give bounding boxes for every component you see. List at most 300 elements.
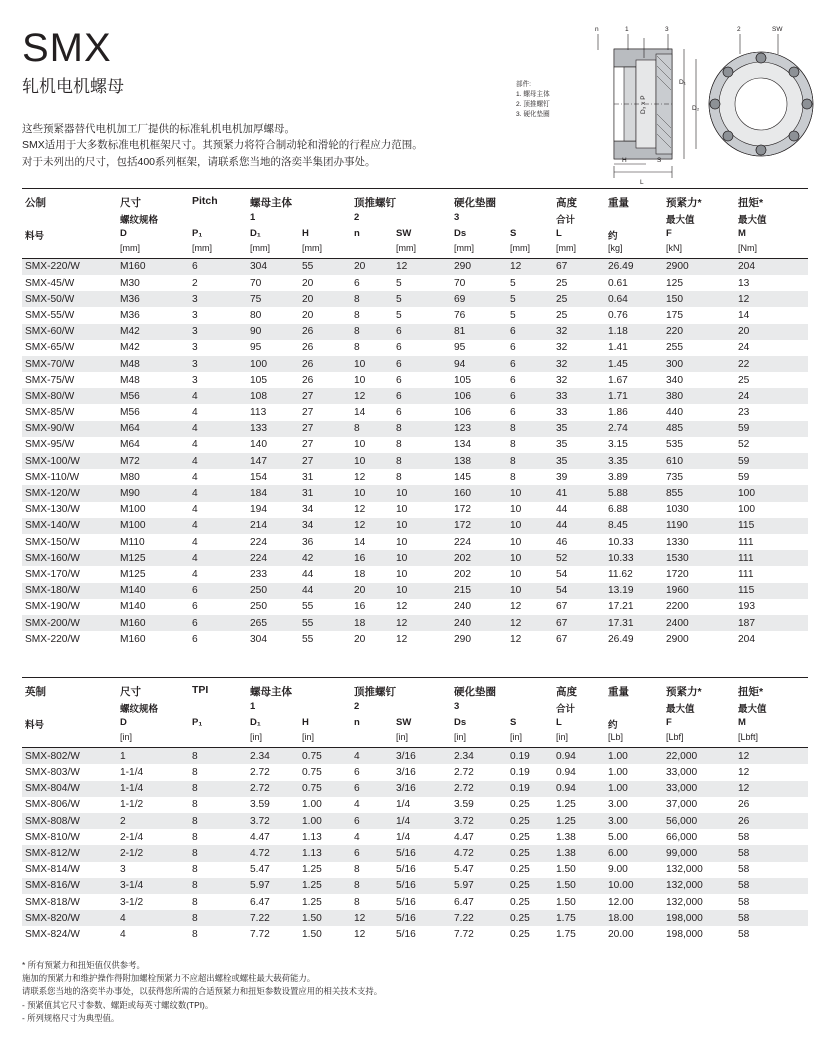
cell-value: 2200	[666, 601, 689, 613]
table-row	[22, 583, 808, 599]
cell-value: 1960	[666, 585, 689, 597]
cell-value: 58	[738, 928, 750, 940]
cell-value: 0.75	[302, 767, 322, 779]
cell-value: 13	[738, 277, 750, 289]
cell-value: 12	[396, 633, 408, 645]
cell-value: 1.50	[556, 896, 576, 908]
cell-value: 240	[454, 617, 471, 629]
cell-value: 5	[396, 293, 402, 305]
ih-max-2: 最大值	[738, 704, 767, 716]
cell-value: M48	[120, 374, 140, 386]
cell-value: M42	[120, 326, 140, 338]
cell-value: 10	[510, 536, 522, 548]
cell-value: 54	[556, 585, 568, 597]
cell-value: 3	[120, 864, 126, 876]
mh-sym-n: n	[354, 227, 360, 239]
mh-sym-SW: SW	[396, 227, 412, 239]
cell-value: 55	[302, 601, 314, 613]
cell-value: M125	[120, 568, 146, 580]
cell-value: 10.33	[608, 536, 634, 548]
cell-part-number: SMX-816/W	[25, 880, 80, 892]
cell-value: 5/16	[396, 912, 416, 924]
cell-part-number: SMX-804/W	[25, 783, 80, 795]
cell-value: 20	[354, 585, 366, 597]
cell-value: M36	[120, 293, 140, 305]
ih-unit-L: [in]	[556, 732, 569, 743]
mh-thrust-screw: 顶推螺钉	[354, 196, 396, 209]
cell-value: 12	[396, 601, 408, 613]
cell-value: 4	[192, 568, 198, 580]
cell-value: 1.45	[608, 358, 628, 370]
cell-part-number: SMX-802/W	[25, 750, 80, 762]
cell-value: 8	[192, 848, 198, 860]
cell-value: 4.47	[250, 831, 270, 843]
cell-value: 184	[250, 488, 267, 500]
cell-value: 2.72	[454, 783, 474, 795]
ih-part-code: 料号	[25, 720, 45, 732]
cell-value: M140	[120, 585, 146, 597]
cell-value: 2.34	[250, 750, 270, 762]
cell-value: 32	[556, 358, 568, 370]
cell-value: M30	[120, 277, 140, 289]
cell-value: 12	[354, 928, 366, 940]
cell-value: 172	[454, 520, 471, 532]
mh-sym-P1: P₁	[192, 227, 203, 239]
cell-value: 1.25	[302, 896, 322, 908]
cell-value: 1.13	[302, 848, 322, 860]
cell-value: 10	[396, 552, 408, 564]
callout-1: 1	[625, 26, 629, 33]
cell-value: 2-1/2	[120, 848, 144, 860]
cell-value: 1.75	[556, 912, 576, 924]
cell-value: 14	[354, 536, 366, 548]
cell-part-number: SMX-45/W	[25, 277, 75, 289]
mh-part-code: 料号	[25, 230, 45, 242]
mh-num-1: 1	[250, 211, 256, 223]
cell-value: 10	[396, 504, 408, 516]
cell-value: 8	[510, 423, 516, 435]
cell-part-number: SMX-90/W	[25, 423, 75, 435]
cell-value: 5	[396, 309, 402, 321]
cell-value: 37,000	[666, 799, 698, 811]
cell-value: 115	[738, 585, 755, 597]
cell-value: 3.59	[250, 799, 270, 811]
cell-value: 59	[738, 455, 750, 467]
cell-value: 1530	[666, 552, 689, 564]
cell-value: 160	[454, 488, 471, 500]
cell-value: 8	[510, 471, 516, 483]
cell-value: 855	[666, 488, 683, 500]
cell-value: 1-1/2	[120, 799, 144, 811]
cell-value: 3-1/4	[120, 880, 144, 892]
cell-value: M56	[120, 390, 140, 402]
cell-part-number: SMX-803/W	[25, 767, 80, 779]
cell-value: 6	[192, 633, 198, 645]
cell-value: 26.49	[608, 633, 634, 645]
cell-value: 8	[354, 896, 360, 908]
cell-value: 125	[666, 277, 683, 289]
cell-value: 8	[354, 342, 360, 354]
cell-value: 132,000	[666, 880, 703, 892]
cell-value: 0.25	[510, 864, 530, 876]
cell-part-number: SMX-220/W	[25, 261, 80, 273]
cell-value: 67	[556, 261, 568, 273]
cell-value: 10	[510, 552, 522, 564]
cell-value: 6	[396, 342, 402, 354]
cell-value: 35	[556, 455, 568, 467]
cell-value: 220	[666, 326, 683, 338]
ih-sym-S: S	[510, 717, 517, 729]
cell-value: 1.00	[608, 783, 628, 795]
cell-value: 20	[354, 261, 366, 273]
mh-sym-M: M	[738, 227, 746, 239]
ih-unit-lb: [Lb]	[608, 732, 624, 743]
cell-value: 194	[250, 504, 267, 516]
cell-value: 3	[192, 374, 198, 386]
ih-max-1: 最大值	[666, 704, 695, 716]
cell-value: 7.22	[250, 912, 270, 924]
cell-value: 3.35	[608, 455, 628, 467]
legend-item-3: 3. 硬化垫圈	[516, 110, 550, 118]
cell-value: 10	[396, 536, 408, 548]
cell-value: 52	[738, 439, 750, 451]
cell-value: 3	[192, 326, 198, 338]
ih-sym-M: M	[738, 717, 746, 729]
cell-value: 6.47	[250, 896, 270, 908]
footnote-2: 施加的预紧力和维护操作得附加螺栓预紧力不应超出螺栓或螺柱最大载荷能力。	[22, 972, 316, 983]
cell-part-number: SMX-170/W	[25, 568, 80, 580]
mh-sym-D1: D₁	[250, 227, 261, 239]
cell-value: 95	[250, 342, 262, 354]
cell-value: 2900	[666, 261, 689, 273]
page-title: SMX	[22, 26, 112, 70]
cell-value: 250	[250, 585, 267, 597]
cell-value: 6	[510, 326, 516, 338]
cell-value: 187	[738, 617, 755, 629]
cell-value: 6	[354, 848, 360, 860]
table-row	[22, 291, 808, 307]
cell-value: 6	[354, 277, 360, 289]
cell-part-number: SMX-75/W	[25, 374, 75, 386]
cell-value: 1.41	[608, 342, 628, 354]
cell-value: 16	[354, 601, 366, 613]
cell-value: 5.88	[608, 488, 628, 500]
metric-header-row-2	[22, 211, 808, 227]
cell-value: 5/16	[396, 864, 416, 876]
cell-value: 39	[556, 471, 568, 483]
cell-value: 44	[556, 504, 568, 516]
cell-value: 1.38	[556, 848, 576, 860]
metric-header-row-4	[22, 243, 808, 259]
cell-part-number: SMX-55/W	[25, 309, 75, 321]
cell-value: 4	[120, 928, 126, 940]
cell-value: 26	[302, 374, 314, 386]
cell-value: 12	[354, 504, 366, 516]
cell-value: 24	[738, 342, 750, 354]
cell-value: M64	[120, 423, 140, 435]
cell-value: 44	[302, 585, 314, 597]
cell-value: M64	[120, 439, 140, 451]
cell-value: 2	[120, 815, 126, 827]
table-row	[22, 631, 808, 647]
cell-value: 69	[454, 293, 466, 305]
cell-value: 6	[396, 407, 402, 419]
cell-part-number: SMX-200/W	[25, 617, 80, 629]
table-row	[22, 862, 808, 878]
ih-sym-approx: 约	[608, 720, 618, 732]
cell-value: 3	[192, 309, 198, 321]
ih-size: 尺寸	[120, 686, 141, 699]
cell-value: 147	[250, 455, 267, 467]
cell-value: 25	[556, 309, 568, 321]
cell-value: 8	[354, 309, 360, 321]
cell-value: 9.00	[608, 864, 628, 876]
cell-value: 58	[738, 848, 750, 860]
cell-value: 13.19	[608, 585, 634, 597]
cell-value: 1030	[666, 504, 689, 516]
ih-num-3: 3	[454, 701, 460, 713]
table-row	[22, 829, 808, 845]
table-row	[22, 356, 808, 372]
cell-value: 0.25	[510, 928, 530, 940]
cell-value: 224	[250, 552, 267, 564]
cell-value: 55	[302, 633, 314, 645]
cell-value: 175	[666, 309, 683, 321]
footnote-5: - 所列规格尺寸为典型值。	[22, 1013, 120, 1024]
cell-value: 14	[738, 309, 750, 321]
cell-value: 18	[354, 568, 366, 580]
cell-value: 2-1/4	[120, 831, 144, 843]
cell-value: 10	[354, 358, 366, 370]
table-row	[22, 550, 808, 566]
cell-part-number: SMX-80/W	[25, 390, 75, 402]
cell-value: 3.00	[608, 815, 628, 827]
cell-value: 12	[396, 617, 408, 629]
mh-sym-S: S	[510, 227, 517, 239]
cell-value: 44	[556, 520, 568, 532]
cell-value: M80	[120, 471, 140, 483]
cell-value: 10	[354, 455, 366, 467]
cell-value: 138	[454, 455, 471, 467]
cell-value: 4	[192, 504, 198, 516]
cell-value: 105	[454, 374, 471, 386]
drawing-svg	[516, 14, 816, 194]
ih-sym-H: H	[302, 717, 309, 729]
cell-value: 10	[510, 504, 522, 516]
cell-value: M42	[120, 342, 140, 354]
cell-value: 31	[302, 488, 314, 500]
table-row	[22, 372, 808, 388]
cell-value: 33,000	[666, 767, 698, 779]
cell-value: 133	[250, 423, 267, 435]
cell-value: 3	[192, 342, 198, 354]
cell-value: 5	[510, 309, 516, 321]
cell-value: 12	[354, 912, 366, 924]
legend-item-1: 1. 螺母主体	[516, 90, 550, 98]
ih-unit-D1: [in]	[250, 732, 263, 743]
cell-value: 12	[354, 390, 366, 402]
cell-value: 0.19	[510, 783, 530, 795]
cell-part-number: SMX-120/W	[25, 488, 80, 500]
cell-part-number: SMX-110/W	[25, 471, 80, 483]
mh-preload: 预紧力*	[666, 196, 702, 209]
cell-value: 1.25	[302, 880, 322, 892]
cell-value: 0.19	[510, 750, 530, 762]
ih-blank-1	[22, 700, 117, 716]
mh-thread-spec: 螺纹规格	[120, 214, 159, 226]
cell-value: 20	[738, 326, 750, 338]
cell-value: 4	[192, 455, 198, 467]
cell-value: 4	[192, 471, 198, 483]
cell-value: 3/16	[396, 783, 416, 795]
cell-value: 485	[666, 423, 683, 435]
cell-value: 8	[192, 750, 198, 762]
ih-sym-F: F	[666, 717, 672, 729]
footnote-3: 请联系您当地的洛奕半办事处，以获得您所需的合适预紧力和扭矩参数设置应用的相关技术支持。	[22, 986, 383, 997]
cell-value: 1.25	[556, 815, 576, 827]
cell-value: 4.72	[250, 848, 270, 860]
cell-value: 0.94	[556, 783, 576, 795]
cell-value: 154	[250, 471, 267, 483]
cell-part-number: SMX-814/W	[25, 864, 80, 876]
cell-value: 12	[510, 617, 522, 629]
page-subtitle: 轧机电机螺母	[22, 77, 124, 96]
cell-value: 1/4	[396, 831, 411, 843]
footnote-1: * 所有预紧力和扭矩值仅供参考。	[22, 959, 145, 970]
callout-sw: SW	[772, 26, 783, 33]
cell-value: 10.00	[608, 880, 634, 892]
mh-size: 尺寸	[120, 196, 141, 209]
cell-value: 1/4	[396, 799, 411, 811]
imperial-header-row-3	[22, 716, 808, 732]
cell-value: 67	[556, 633, 568, 645]
cell-part-number: SMX-100/W	[25, 455, 80, 467]
cell-value: 150	[666, 293, 683, 305]
cell-value: 94	[454, 358, 466, 370]
cell-value: 1	[120, 750, 126, 762]
table-row	[22, 324, 808, 340]
cell-value: 70	[454, 277, 466, 289]
cell-value: 4	[354, 799, 360, 811]
metric-table-body	[22, 258, 808, 647]
table-row	[22, 258, 808, 275]
cell-value: 290	[454, 633, 471, 645]
cell-part-number: SMX-70/W	[25, 358, 75, 370]
table-row	[22, 307, 808, 323]
cell-value: 8	[354, 326, 360, 338]
cell-value: 2.34	[454, 750, 474, 762]
cell-value: 0.61	[608, 277, 628, 289]
cell-value: 4.72	[454, 848, 474, 860]
cell-value: M140	[120, 601, 146, 613]
table-row	[22, 437, 808, 453]
ih-unit-S: [in]	[510, 732, 523, 743]
intro-line-3: 对于未列出的尺寸，包括400系列框架，请联系您当地的洛奕半集团办事处。	[22, 155, 376, 168]
cell-value: 108	[250, 390, 267, 402]
cell-part-number: SMX-180/W	[25, 585, 80, 597]
mh-total: 合计	[556, 214, 576, 226]
cell-value: 75	[250, 293, 262, 305]
cell-value: 7.72	[454, 928, 474, 940]
cell-value: 25	[738, 374, 750, 386]
cell-value: M125	[120, 552, 146, 564]
metric-header-row-3	[22, 227, 808, 243]
ih-unit-H: [in]	[302, 732, 315, 743]
cell-value: 5.97	[250, 880, 270, 892]
table-row	[22, 340, 808, 356]
table-row	[22, 421, 808, 437]
mh-unit-n	[351, 243, 393, 259]
cell-value: 27	[302, 423, 314, 435]
cell-value: 5.00	[608, 831, 628, 843]
cell-value: 8	[510, 439, 516, 451]
cell-part-number: SMX-160/W	[25, 552, 80, 564]
cell-value: 1.00	[608, 767, 628, 779]
ih-weight: 重量	[608, 686, 629, 699]
mh-sym-approx: 约	[608, 230, 618, 242]
cell-value: 8	[192, 783, 198, 795]
mh-unit-SW: [mm]	[396, 242, 416, 253]
cell-value: 8	[354, 423, 360, 435]
cell-value: 26	[302, 326, 314, 338]
mh-num-3: 3	[454, 211, 460, 223]
table-row	[22, 469, 808, 485]
cell-value: 32	[556, 342, 568, 354]
cell-value: 1.25	[302, 864, 322, 876]
cell-value: 1190	[666, 520, 688, 532]
cell-value: 304	[250, 261, 267, 273]
cell-value: 172	[454, 504, 471, 516]
cell-value: 1-1/4	[120, 783, 144, 795]
table-row	[22, 845, 808, 861]
cell-part-number: SMX-150/W	[25, 536, 80, 548]
table-row	[22, 404, 808, 420]
mh-unit-H: [mm]	[302, 242, 322, 253]
cell-value: 204	[738, 261, 755, 273]
cell-value: 5	[510, 293, 516, 305]
table-row	[22, 275, 808, 291]
cell-value: 20	[302, 293, 314, 305]
cell-part-number: SMX-810/W	[25, 831, 80, 843]
cell-value: 134	[454, 439, 471, 451]
cell-value: 233	[250, 568, 267, 580]
cell-value: 10	[510, 520, 522, 532]
cell-value: 58	[738, 880, 750, 892]
cell-value: 36	[302, 536, 314, 548]
cell-value: 202	[454, 552, 471, 564]
mh-unit-D: [mm]	[120, 242, 140, 253]
cell-value: 123	[454, 423, 471, 435]
intro-line-2: SMX适用于大多数标准电机框架尺寸。其预紧力将符合制动轮和滑轮的行程应力范围。	[22, 139, 423, 152]
cell-value: 6	[510, 407, 516, 419]
cell-value: 12	[510, 601, 522, 613]
cell-value: 22,000	[666, 750, 698, 762]
cell-value: 18	[354, 617, 366, 629]
cell-part-number: SMX-818/W	[25, 896, 80, 908]
cell-value: 10	[510, 568, 522, 580]
cell-value: 3.00	[608, 799, 628, 811]
cell-value: 106	[454, 407, 471, 419]
cell-value: 58	[738, 912, 750, 924]
imperial-header-row-2	[22, 700, 808, 716]
cell-value: 6	[510, 342, 516, 354]
cell-value: 0.76	[608, 309, 628, 321]
footnotes	[22, 959, 808, 1026]
cell-value: 0.75	[302, 750, 322, 762]
ih-sym-L: L	[556, 717, 562, 729]
cell-value: 10	[396, 568, 408, 580]
cell-value: 8.45	[608, 520, 628, 532]
